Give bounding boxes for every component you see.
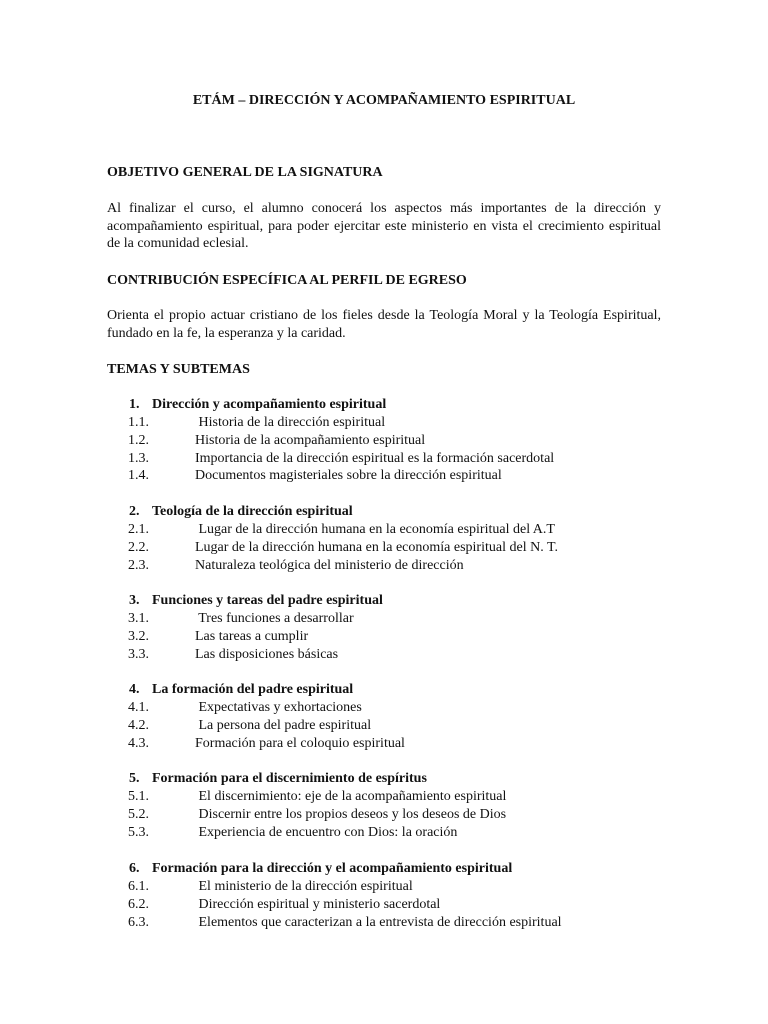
subtopic-number: 1.2. <box>128 432 149 448</box>
subtopic-text: Tres funciones a desarrollar <box>195 611 354 626</box>
subtopic-item <box>128 432 689 450</box>
subtopic-text: Formación para el coloquio espiritual <box>195 735 405 751</box>
topic-title <box>129 681 689 699</box>
subtopic-item <box>128 628 689 646</box>
subtopic-text: Discernir entre los propios deseos y los deseos de Dios <box>195 806 507 822</box>
subtopic-number: 3.1. <box>128 611 149 626</box>
subtopic-item <box>128 914 689 932</box>
topics-heading: TEMAS Y SUBTEMAS <box>107 362 250 377</box>
subtopic-number: 4.2. <box>128 717 149 733</box>
topic-block <box>129 503 689 574</box>
topic-number: 6. <box>129 861 140 876</box>
subtopic-number: 5.3. <box>128 824 149 840</box>
topic-title-text: Formación para la dirección y el acompañamiento espiritual <box>152 861 513 876</box>
topic-title <box>129 503 689 521</box>
subtopic-number: 6.2. <box>128 896 149 912</box>
subtopic-text: La persona del padre espiritual <box>195 717 372 733</box>
subtopic-item <box>128 610 689 628</box>
subtopic-number: 6.3. <box>128 914 149 930</box>
subtopic-item <box>128 414 689 432</box>
subtopic-item <box>128 717 689 735</box>
subtopic-item <box>128 646 689 664</box>
subtopic-text: Las disposiciones básicas <box>195 646 339 662</box>
topic-title-text: La formación del padre espiritual <box>152 682 354 697</box>
subtopic-item <box>128 735 689 753</box>
subtopic-item <box>128 699 689 717</box>
topic-title-text: Formación para el discernimiento de espíritus <box>152 771 427 786</box>
topic-block <box>129 681 689 752</box>
subtopic-item <box>128 878 689 896</box>
objective-paragraph: Al finalizar el curso, el alumno conocerá los aspectos más importantes de la dirección y acompañamiento espiritual, para poder ejercitar este ministerio en vista el crecimiento espiritual de la comunidad eclesial. <box>107 201 661 251</box>
subtopic-item <box>128 450 689 468</box>
subtopic-text: Importancia de la dirección espiritual es la formación sacerdotal <box>195 450 555 466</box>
subtopic-number: 5.1. <box>128 789 149 804</box>
subtopic-item <box>128 896 689 914</box>
subtopic-text: Experiencia de encuentro con Dios: la oración <box>195 824 458 840</box>
subtopic-item <box>128 806 689 824</box>
subtopic-text: Dirección espiritual y ministerio sacerdotal <box>195 896 441 912</box>
topic-block <box>129 860 689 931</box>
subtopic-item <box>128 788 689 806</box>
subtopic-item <box>128 467 689 485</box>
topic-title <box>129 770 689 788</box>
topic-title-text: Dirección y acompañamiento espiritual <box>152 397 387 412</box>
topic-block <box>129 396 689 485</box>
subtopic-number: 5.2. <box>128 806 149 822</box>
subtopic-text: El discernimiento: eje de la acompañamiento espiritual <box>195 789 507 804</box>
subtopic-text: Lugar de la dirección humana en la economía espiritual del A.T <box>195 522 555 537</box>
topic-title <box>129 396 689 414</box>
subtopic-text: Elementos que caracterizan a la entrevista de dirección espiritual <box>195 914 562 930</box>
topic-number: 1. <box>129 397 140 412</box>
topic-title-text: Teología de la dirección espiritual <box>152 504 353 519</box>
subtopic-number: 6.1. <box>128 879 149 894</box>
subtopic-item <box>128 521 689 539</box>
topic-number: 2. <box>129 504 140 519</box>
subtopic-number: 3.2. <box>128 628 149 644</box>
subtopic-number: 2.2. <box>128 539 149 555</box>
subtopic-number: 1.3. <box>128 450 149 466</box>
topic-block <box>129 770 689 841</box>
subtopic-number: 3.3. <box>128 646 149 662</box>
topic-number: 3. <box>129 593 140 608</box>
subtopic-text: Expectativas y exhortaciones <box>195 700 362 715</box>
subtopic-number: 4.3. <box>128 735 149 751</box>
document-title: ETÁM – DIRECCIÓN Y ACOMPAÑAMIENTO ESPIRITUAL <box>192 93 576 108</box>
contribution-paragraph: Orienta el propio actuar cristiano de los fieles desde la Teología Moral y la Teología Espiritual, fundado en la fe, la esperanza y la caridad. <box>107 308 661 341</box>
subtopic-number: 2.3. <box>128 557 149 573</box>
contribution-heading: CONTRIBUCIÓN ESPECÍFICA AL PERFIL DE EGRESO <box>107 273 467 288</box>
subtopic-item <box>128 824 689 842</box>
subtopic-text: Historia de la dirección espiritual <box>195 415 386 430</box>
subtopic-number: 2.1. <box>128 522 149 537</box>
subtopic-number: 1.4. <box>128 468 149 484</box>
subtopic-text: Lugar de la dirección humana en la economía espiritual del N. T. <box>195 539 558 555</box>
subtopic-text: Naturaleza teológica del ministerio de dirección <box>195 557 464 573</box>
topic-block <box>129 592 689 663</box>
subtopic-number: 4.1. <box>128 700 149 715</box>
subtopic-item <box>128 539 689 557</box>
topic-title-text: Funciones y tareas del padre espiritual <box>152 593 383 608</box>
subtopic-number: 1.1. <box>128 415 149 430</box>
objective-heading: OBJETIVO GENERAL DE LA SIGNATURA <box>107 165 383 180</box>
topic-number: 5. <box>129 771 140 786</box>
subtopic-text: Historia de la acompañamiento espiritual <box>195 432 426 448</box>
topic-number: 4. <box>129 682 140 697</box>
topic-title <box>129 860 689 878</box>
subtopic-text: Las tareas a cumplir <box>195 628 309 644</box>
subtopic-item <box>128 557 689 575</box>
subtopic-text: El ministerio de la dirección espiritual <box>195 879 413 894</box>
topic-title <box>129 592 689 610</box>
subtopic-text: Documentos magisteriales sobre la dirección espiritual <box>195 468 502 484</box>
